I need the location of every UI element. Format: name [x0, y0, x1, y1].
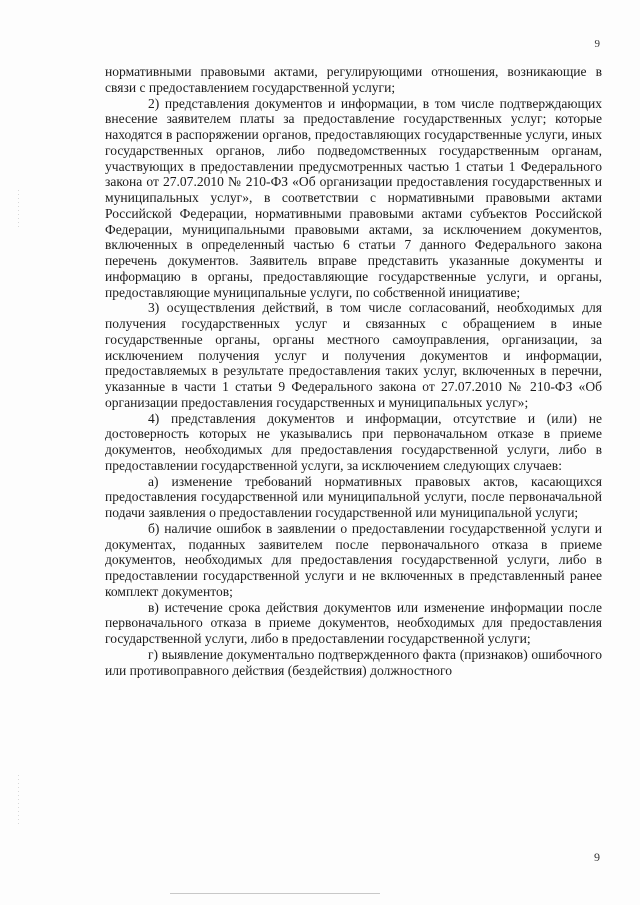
page-number-bottom: 9: [594, 850, 600, 864]
paragraph-item-4: 4) представления документов и информации, отсутствие и (или) не достоверность которых не указывались при первоначальном отказе в приеме документов, необходимых для предоставления государственной услуги, либо в предоставлении государственной услуги, за исключением следующих случаев:: [105, 410, 602, 473]
bottom-scan-line: [170, 893, 380, 894]
paragraph-item-2: 2) представления документов и информации, в том числе подтверждающих внесение заявителем платы за предоставление государственных услуг; которые находятся в распоряжении органов, предоставляющих государственные услуги, иных государственных органов, либо подведомственных государственным органам, участвующих в предоставлении предусмотренных частью 1 статьи 1 Федерального закона от 27.07.2010 № 210-ФЗ «Об организации предоставления государственных и муниципальных услуг», в соответствии с нормативными правовыми актами Российской Федерации, нормативными правовыми актами субъектов Российской Федерации, муниципальными правовыми актами, за исключением документов, включенных в определенный частью 6 статьи 7 данного Федерального закона перечень документов. Заявитель вправе представить указанные документы и информацию в органы, предоставляющие государственные услуги, и органы, предоставляющие муниципальные услуги, по собственной инициативе;: [105, 95, 602, 300]
document-body: [105, 64, 602, 678]
page-number-top: 9: [594, 38, 600, 50]
scan-margin-artifact: [18, 190, 19, 230]
paragraph-subitem-a: а) изменение требований нормативных правовых актов, касающихся предоставления государственной или муниципальной услуги, после первоначальной подачи заявления о предоставлении государственной или муниципальной услуги;: [105, 473, 602, 520]
paragraph-subitem-v: в) истечение срока действия документов или изменение информации после первоначального отказа в приеме документов, необходимых для предоставления государственной услуги, либо в предоставлении государственной услуги;: [105, 599, 602, 646]
paragraph-item-3: 3) осуществления действий, в том числе согласований, необходимых для получения государственных услуг и связанных с обращением в иные государственные органы, органы местного самоуправления, организации, за исключением получения услуг и получения документов и информации, предоставляемых в результате предоставления таких услуг, включенных в перечни, указанные в части 1 статьи 9 Федерального закона от 27.07.2010 № 210-ФЗ «Об организации предоставления государственных и муниципальных услуг»;: [105, 300, 602, 410]
scan-margin-artifact: [18, 775, 19, 825]
paragraph-subitem-b: б) наличие ошибок в заявлении о предоставлении государственной услуги и документах, поданных заявителем после первоначального отказа в приеме документов, необходимых для предоставления государственной услуги, либо в предоставлении государственной услуги и не включенных в представленный ранее комплект документов;: [105, 520, 602, 599]
paragraph-subitem-g: г) выявление документально подтвержденного факта (признаков) ошибочного или противоправного действия (бездействия) должностного: [105, 646, 602, 678]
paragraph: нормативными правовыми актами, регулирующими отношения, возникающие в связи с предоставлением государственной услуги;: [105, 64, 602, 95]
